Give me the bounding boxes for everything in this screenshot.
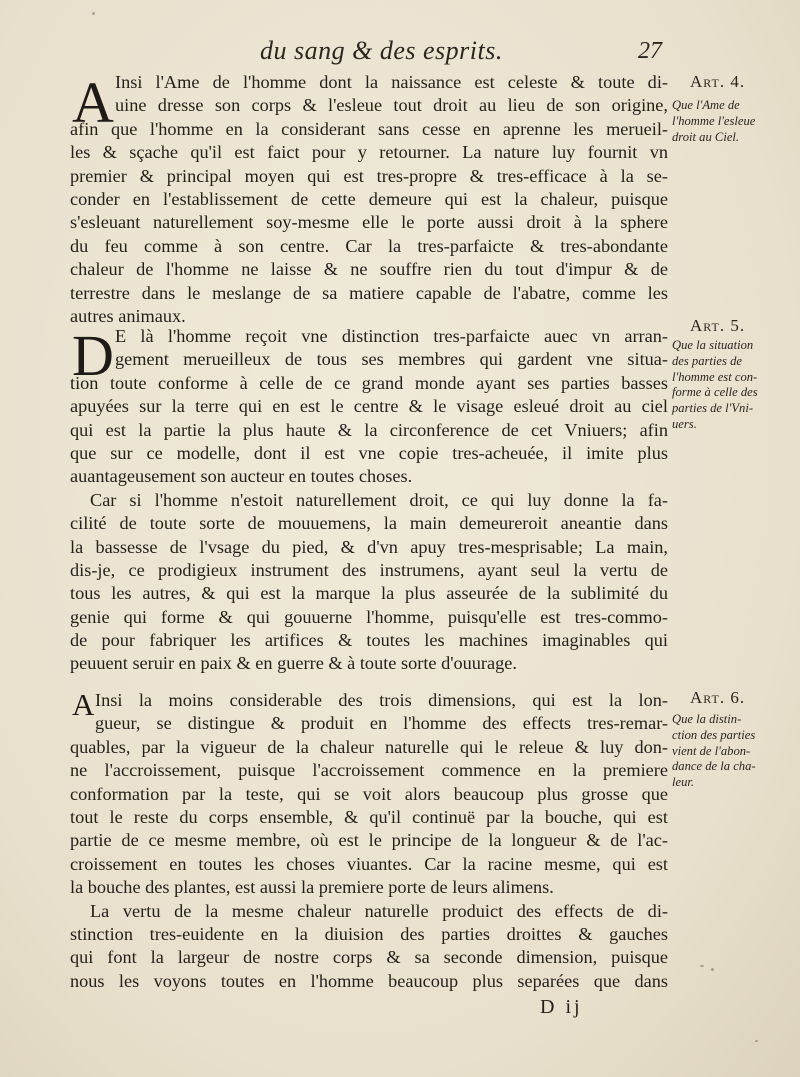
paragraph-art-6	[70, 689, 668, 993]
text-line: autres animaux.	[70, 305, 186, 326]
text-line: gueur, se distingue & produit en l'homme des effects tres-remar-	[95, 713, 668, 734]
text-line: du feu comme à son centre. Car la tres-parfaicte & tres-abondante	[70, 235, 668, 256]
text-line: afin que l'homme en la considerant sans cesse en aprenne les merueil-	[70, 118, 668, 139]
paper-speck	[755, 1040, 758, 1042]
drop-cap-a: A	[72, 687, 95, 722]
text-line: premier & principal moyen qui est tres-propre & tres-efficace à la se-	[70, 165, 668, 186]
margin-note-art-4: Que l'Ame de l'homme l'esleue droit au Ciel.	[672, 98, 756, 144]
text-line: conder en l'establissement de cette demeure qui est la chaleur, puisque	[70, 188, 668, 209]
text-line: uine dresse son corps & l'esleue tout droit au lieu de son origine,	[115, 95, 668, 116]
text-line: la bassesse de l'vsage du pied, & d'vn apuy tres-mesprisable; La main,	[70, 536, 668, 557]
running-title: du sang & des esprits.	[260, 36, 503, 65]
text-line: peuuent seruir en paix & en guerre & à toute sorte d'ouurage.	[70, 653, 517, 674]
paragraph-art-5	[70, 325, 668, 676]
margin-heading-art-5: Art. 5.	[690, 316, 746, 335]
text-line: tout le reste du corps ensemble, & qu'il continuë par la bouche, qui est	[70, 806, 668, 827]
drop-cap-d: D	[72, 323, 114, 388]
signature-mark: D ij	[540, 996, 583, 1018]
margin-note-art-5: Que la situation des parties de l'homme est con- forme à celle des parties de l'Vni- uers.	[672, 338, 758, 431]
text-line: Car si l'homme n'estoit naturellement droit, ce qui luy donne la fa-	[90, 489, 668, 510]
text-line: genie qui forme & qui gouuerne l'homme, puisqu'elle est tres-commo-	[70, 606, 668, 627]
text-line: La vertu de la mesme chaleur naturelle produict des effects de di-	[90, 900, 668, 921]
text-line: terrestre dans le meslange de sa matiere capable de l'abatre, comme les	[70, 282, 668, 303]
paragraph-art-4	[70, 71, 668, 328]
text-line: qui est la partie la plus haute & la circonference de cet Vniuers; afin	[70, 419, 668, 440]
text-line: Insi l'Ame de l'homme dont la naissance est celeste & toute di-	[115, 72, 668, 92]
text-line: croissement en toutes les choses viuantes. Car la racine mesme, qui est	[70, 853, 668, 874]
margin-heading-art-4: Art. 4.	[690, 72, 746, 91]
margin-heading-art-6: Art. 6.	[690, 688, 746, 707]
text-line: nous les voyons toutes en l'homme beaucoup plus separées que dans	[70, 970, 668, 991]
text-line: de pour fabriquer les artifices & toutes les machines imaginables qui	[70, 630, 668, 651]
text-line: s'esleuant naturellement soy-mesme elle le porte aussi droit à la sphere	[70, 212, 668, 233]
text-line: partie de ce mesme membre, où est le principe de la longueur & de l'ac-	[70, 830, 668, 851]
paper-speck	[92, 12, 95, 15]
paper-speck	[711, 968, 714, 971]
text-line: Insi la moins considerable des trois dimensions, qui est la lon-	[95, 690, 668, 710]
text-line: cilité de toute sorte de mouuemens, la main demeureroit aneantie dans	[70, 513, 668, 534]
text-line: gement merueilleux de tous ses membres qui gardent vne situa-	[115, 349, 668, 370]
text-line: que sur ce modelle, dont il est vne copie tres-acheuée, il imite plus	[70, 442, 668, 463]
text-line: quables, par la vigueur de la chaleur naturelle qui le releue & luy don-	[70, 736, 668, 757]
page-number: 27	[638, 38, 662, 64]
text-line: E là l'homme reçoit vne distinction tres-parfaicte auec vn arran-	[115, 326, 668, 346]
text-line: la bouche des plantes, est aussi la premiere porte de leurs alimens.	[70, 877, 554, 898]
text-line: auantageusement son aucteur en toutes choses.	[70, 466, 413, 487]
text-line: ne l'accroissement, puisque l'accroissement commence en la premiere	[70, 760, 668, 781]
text-line: stinction tres-euidente en la diuision des parties droittes & gauches	[70, 923, 668, 944]
paper-speck	[700, 965, 704, 967]
text-line: apuyées sur la terre qui en est le centre & le visage esleué droit au ciel	[70, 396, 668, 417]
text-line: tous les autres, & qui est la marque la plus asseurée de la sublimité du	[70, 583, 668, 604]
margin-note-art-6: Que la distin- ction des parties vient de l'abon- dance de la cha- leur.	[672, 712, 756, 790]
text-line: tion toute conforme à celle de ce grand monde ayant ses parties basses	[70, 372, 668, 393]
text-line: conformation par la teste, qui se voit alors beaucoup plus grosse que	[70, 783, 668, 804]
text-line: chaleur de l'homme ne laisse & ne souffre rien du tout d'impur & de	[70, 259, 668, 280]
text-line: qui font la largeur de nostre corps & sa seconde dimension, puisque	[70, 947, 668, 968]
text-line: dis-je, ce prodigieux instrument des instrumens, ayant seul la vertu de	[70, 559, 668, 580]
drop-cap-a: A	[72, 70, 114, 135]
text-line: les & sçache qu'il est faict pour y retourner. La nature luy fournit vn	[70, 142, 668, 163]
